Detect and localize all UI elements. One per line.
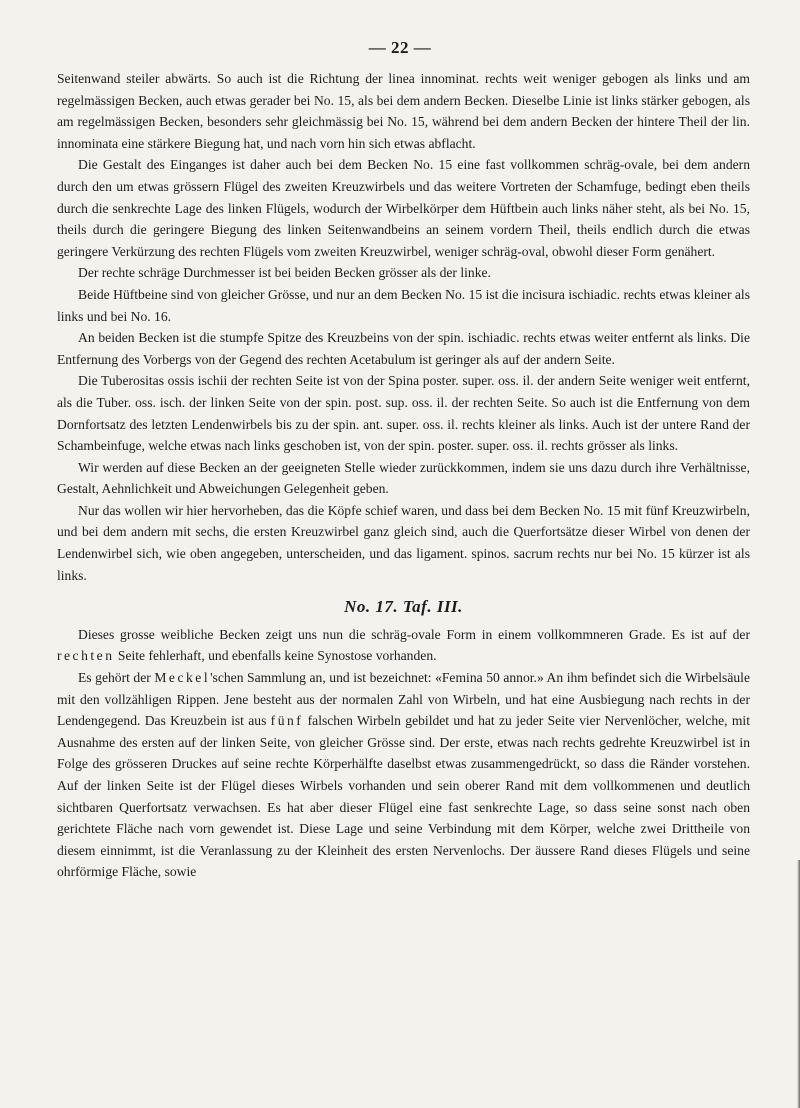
text-run: Dieses grosse weibliche Becken zeigt uns nun die schräg-ovale Form in einem vollkommneren Grade. Es ist auf der [78,626,750,642]
body-text [57,68,750,883]
section-heading: No. 17. Taf. III. [344,597,463,617]
spaced-name: Meckel [154,670,211,686]
text-run: Es gehört der [78,670,151,686]
paragraph-6: Die Tuberositas ossis ischii der rechten Seite ist von der Spina poster. super. oss. il. der andern Seite weniger weit entfernt, als die Tuber. oss. isch. der linken Seite von der spin. post. sup. oss. il. der rechten Seite. So auch ist die Entfernung von dem Dornfortsatz des letzten Lendenwirbels bis zu der spin. ant. super. oss. il. rechts kleiner als links. Auch ist der untere Rand der Schambeinfuge, welche etwas nach links geschoben ist, von der spin. poster. super. oss. il. rechts grösser als links. [57,373,750,454]
paragraph-5: An beiden Becken ist die stumpfe Spitze des Kreuzbeins von der spin. ischiadic. rechts etwas weiter entfernt als links. Die Entfernung des Vorbergs von der Gegend des rechten Acetabulum ist geringer als auf der andern Seite. [57,330,750,367]
spaced-word: fünf [270,713,304,729]
paragraph-4: Beide Hüftbeine sind von gleicher Grösse, und nur an dem Becken No. 15 ist die incisura ischiadic. rechts etwas kleiner als links und bei No. 16. [57,286,750,324]
text-run: 'schen Sammlung an, und ist bezeichnet: «Femina 50 annor.» An ihm befindet sich die Wirbelsäule mit den vollzähligen Rippen. Jene besteht aus der normalen Zahl von Wirbeln, und hat eine Ausbiegung nach rechts in der Lendengegend. Das Kreuzbein ist aus [57,670,750,729]
paragraph-10 [57,667,750,883]
paragraph-7: Wir werden auf diese Becken an der geeigneten Stelle wieder zurückkommen, indem sie uns dazu durch ihre Verhältnisse, Gestalt, Aehnlichkeit und Abweichungen Gelegenheit geben. [57,459,750,497]
page-number: — 22 — [368,38,432,57]
paragraph-3: Der rechte schräge Durchmesser ist bei beiden Becken grösser als der linke. [78,265,491,281]
spaced-word: rechten [57,648,115,664]
paragraph-1: Seitenwand steiler abwärts. So auch ist die Richtung der linea innominat. rechts weit weniger gebogen als links und am regelmässigen Becken, auch etwas gerader bei No. 15, als bei dem andern Becken. Dieselbe Linie ist links stärker gebogen, als am regelmässigen Becken, besonders sehr gleichmässig bei No. 15, während bei dem andern Becken der hintere Theil der lin. innominata eine stärkere Biegung hat, und nach vorn hin sich etwas abflacht. [57,71,750,151]
paragraph-2: Die Gestalt des Einganges ist daher auch bei dem Becken No. 15 eine fast vollkommen schräg-ovale, bei dem andern durch den um etwas grössern Flügel des zweiten Kreuzwirbels und das weitere Vortreten der Schamfuge, bedingt eben theils durch die senkrechte Lage des linken Flügels, wodurch der Wirbelkörper dem Hüftbein auch links näher steht, als bei No. 15, theils durch die geringere Biegung des linken Seitenwandbeins an seinem vordern Theil, theils endlich durch die etwas geringere Verkürzung des rechten Flügels vom zweiten Kreuzwirbel, weniger schräg-oval, obwohl dieser Form genähert. [57,157,750,259]
text-run: Seite fehlerhaft, und ebenfalls keine Synostose vorhanden. [117,648,437,664]
paragraph-8: Nur das wollen wir hier hervorheben, das die Köpfe schief waren, und dass bei dem Becken No. 15 mit fünf Kreuzwirbeln, und bei dem andern mit sechs, die ersten Kreuzwirbel ganz gleich sind, auch die Querfortsätze dieser Wirbel von denen der Lendenwirbel sich, wie oben angegeben, unterscheiden, und das ligament. spinos. sacrum rechts nur bei No. 15 kürzer ist als links. [57,502,750,583]
text-run: falschen Wirbeln gebildet und hat zu jeder Seite vier Nervenlöcher, welche, mit Ausnahme des ersten auf der linken Seite, von gleicher Grösse sind. Der erste, etwas nach rechts gedrehte Kreuzwirbel ist in Folge des grösseren Druckes auf seine rechte Körperhälfte daselbst etwas zusammengedrückt, so dass die Ränder vorstehen. Auf der linken Seite ist der Flügel dieses Wirbels vorhanden und sein oberer Rand mit dem vollkommenen und deutlich sichtbaren Querfortsatz verwachsen. Es hat aber dieser Flügel eine fast senkrechte Lage, so dass seine sonst nach oben gerichtete Fläche nach vorn gewendet ist. Diese Lage und seine Verbindung mit dem Körper, welche zwei Drittheile von diesem einnimmt, ist die Veranlassung zu der Kleinheit des ersten Nervenlochs. Der äussere Rand dieses Flügels und seine ohrförmige Fläche, sowie [57,713,750,880]
paragraph-9 [57,624,750,667]
